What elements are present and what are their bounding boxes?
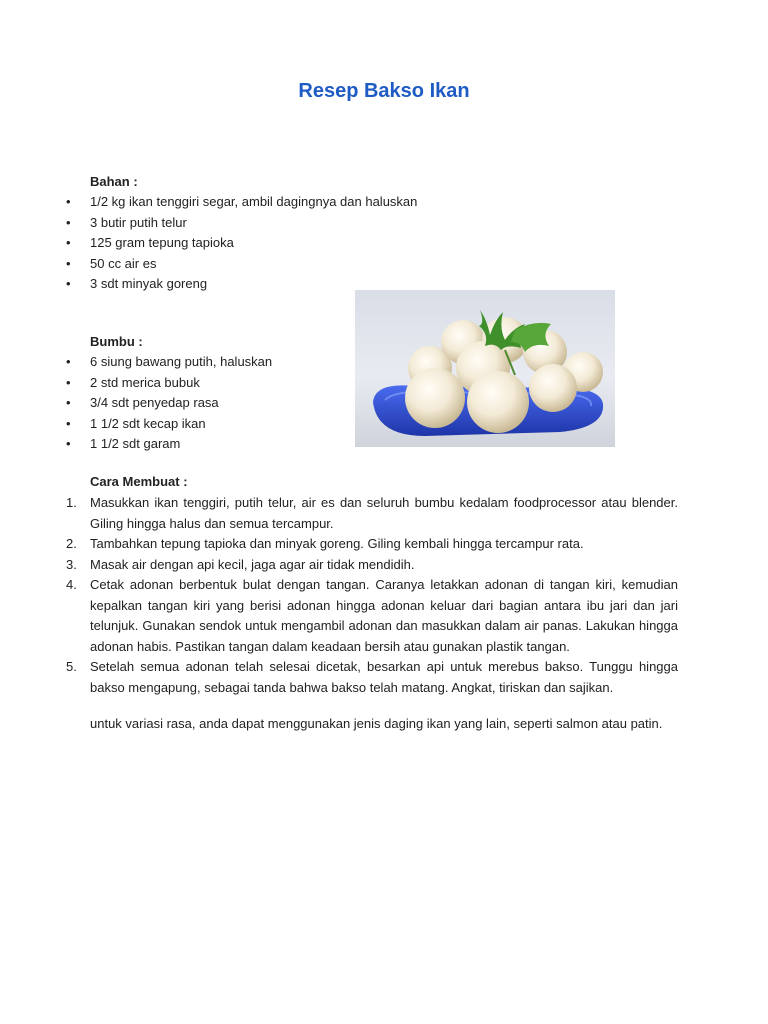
list-item: • 1 1/2 sdt garam (66, 434, 272, 455)
bullet-icon: • (66, 415, 71, 431)
cara-steps (66, 493, 678, 698)
bullet-icon: • (66, 255, 71, 271)
bullet-icon: • (66, 354, 71, 369)
step-number: 3. (66, 556, 77, 572)
list-item: • 50 cc air es (66, 254, 417, 275)
step-item: 5. Setelah semua adonan telah selesai dicetak, besarkan api untuk merebus bakso. Tunggu hingga bakso mengapung, sebagai tanda bahwa bakso telah matang. Angkat, tiriskan dan sajikan. (66, 659, 678, 695)
bakso-photo (355, 290, 615, 447)
list-item: • 1/2 kg ikan tenggiri segar, ambil dagingnya dan haluskan (66, 192, 417, 213)
bullet-icon: • (66, 374, 71, 390)
variation-note: untuk variasi rasa, anda dapat menggunakan jenis daging ikan yang lain, seperti salmon atau patin. (90, 716, 663, 731)
fish-balls-illustration (355, 290, 615, 447)
step-item: 3. Masak air dengan api kecil, jaga agar air tidak mendidih. (66, 555, 678, 576)
step-item: 1. Masukkan ikan tenggiri, putih telur, air es dan seluruh bumbu kedalam foodprocessor atau blender. Giling hingga halus dan semua tercampur. (66, 495, 678, 531)
list-item: • 3/4 sdt penyedap rasa (66, 393, 272, 414)
step-number: 4. (66, 577, 77, 592)
bumbu-list (66, 352, 272, 455)
bullet-icon: • (66, 214, 71, 230)
page-title: Resep Bakso Ikan (298, 80, 470, 102)
cara-heading: Cara Membuat : (90, 474, 188, 489)
bullet-icon: • (66, 395, 71, 410)
step-number: 5. (66, 659, 77, 674)
bullet-icon: • (66, 235, 71, 250)
step-item: 2. Tambahkan tepung tapioka dan minyak goreng. Giling kembali hingga tercampur rata. (66, 534, 678, 555)
bullet-icon: • (66, 276, 71, 291)
step-number: 1. (66, 495, 77, 510)
list-item: • 125 gram tepung tapioka (66, 233, 417, 254)
bumbu-heading: Bumbu : (90, 334, 143, 349)
bahan-heading: Bahan : (90, 174, 138, 189)
bullet-icon: • (66, 194, 71, 209)
bullet-icon: • (66, 436, 71, 451)
step-number: 2. (66, 536, 77, 551)
list-item: • 2 std merica bubuk (66, 373, 272, 394)
list-item: • 3 sdt minyak goreng (66, 274, 417, 295)
step-item: 4. Cetak adonan berbentuk bulat dengan tangan. Caranya letakkan adonan di tangan kiri, kemudian kepalkan tangan kiri yang berisi adonan hingga adonan keluar dari bagian antara ibu jari dan jari telunjuk. Gunakan sendok untuk mengambil adonan dan masukkan dalam air panas. Lakukan hingga adonan habis. Pastikan tangan dalam keadaan bersih atau gunakan plastik tangan. (66, 577, 678, 654)
list-item: • 1 1/2 sdt kecap ikan (66, 414, 272, 435)
list-item: • 3 butir putih telur (66, 213, 417, 234)
bahan-list (66, 192, 417, 295)
list-item: • 6 siung bawang putih, haluskan (66, 352, 272, 373)
